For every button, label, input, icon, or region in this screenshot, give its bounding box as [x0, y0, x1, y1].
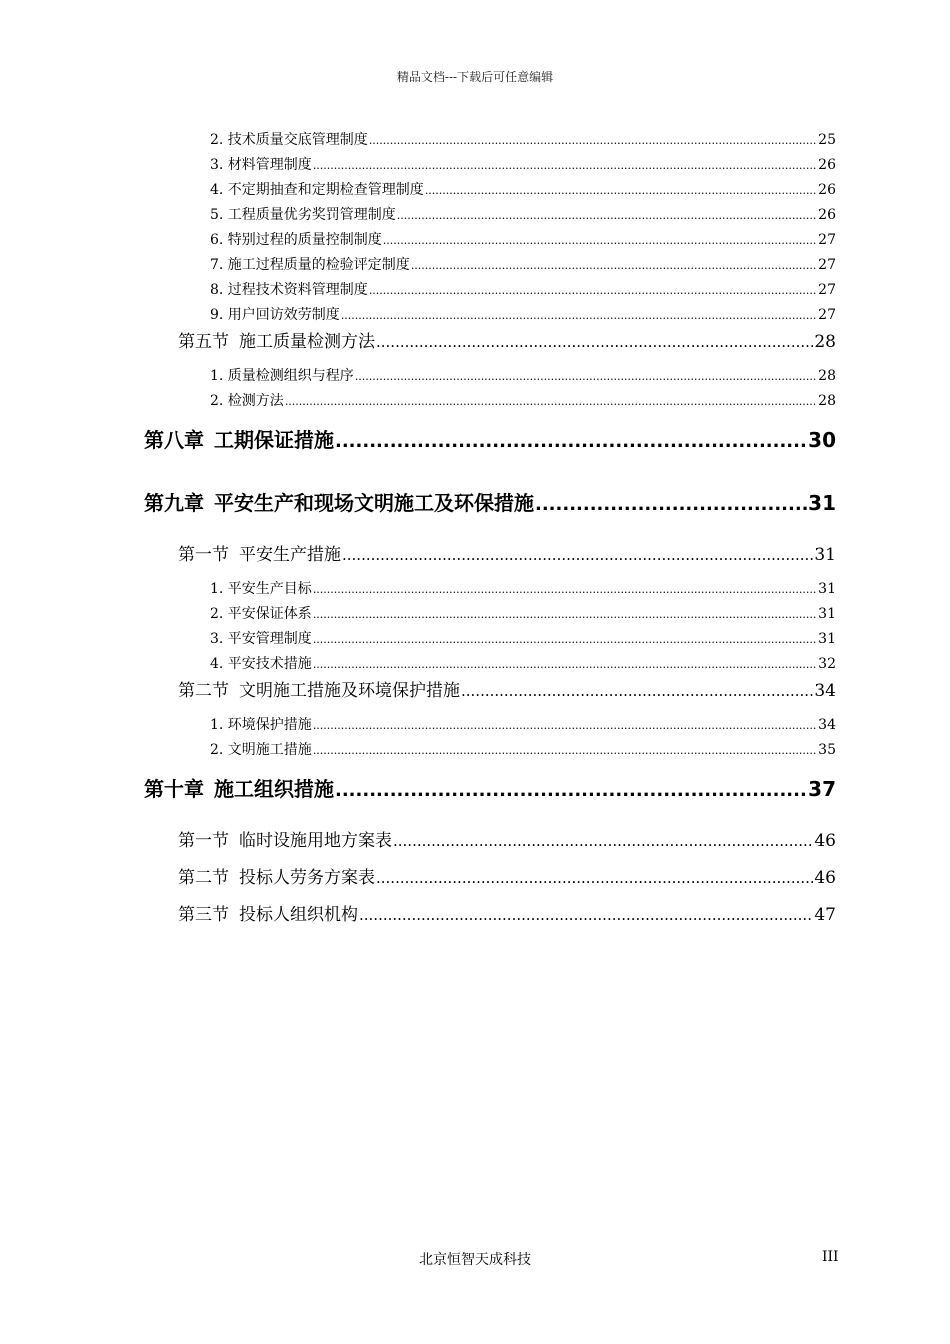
- toc-entry[interactable]: [178, 327, 836, 352]
- toc-entry-page: 31: [818, 581, 836, 597]
- toc-entry[interactable]: [210, 229, 836, 249]
- toc-entry-page: 35: [818, 742, 836, 758]
- toc-entry[interactable]: [144, 487, 836, 516]
- toc-entry-heading: [178, 676, 460, 701]
- toc-entry[interactable]: [210, 628, 836, 648]
- toc-entry-page: 26: [818, 157, 836, 173]
- toc-entry-page: 25: [818, 132, 836, 148]
- toc-entry[interactable]: [210, 365, 836, 385]
- toc-entry[interactable]: [210, 254, 836, 274]
- footer-company: 北京恒智天成科技: [419, 1252, 531, 1268]
- toc-entry-number: 第三节: [178, 905, 229, 925]
- page-header: 精品文档---下载后可任意编辑: [396, 70, 554, 84]
- toc-entry-title: 2. 技术质量交底管理制度: [210, 132, 368, 148]
- toc-dot-leader: [313, 719, 817, 732]
- toc-entry-heading: [144, 424, 334, 453]
- toc-entry[interactable]: [178, 863, 836, 888]
- toc-entry[interactable]: [210, 603, 836, 623]
- toc-dot-leader: [393, 832, 813, 850]
- toc-entry-title: 2. 文明施工措施: [210, 742, 312, 758]
- toc-entry-page: 27: [818, 257, 836, 273]
- toc-entry-title: 投标人劳务方案表: [239, 868, 375, 888]
- toc-entry-title: 平安生产措施: [239, 545, 341, 565]
- toc-entry[interactable]: [178, 900, 836, 925]
- toc-dot-leader: [285, 395, 817, 408]
- toc-entry-page: 32: [818, 656, 836, 672]
- toc-entry[interactable]: [210, 154, 836, 174]
- toc-dot-leader: [411, 259, 817, 272]
- toc-entry-title: 3. 平安管理制度: [210, 631, 312, 647]
- toc-dot-leader: [535, 494, 807, 515]
- toc-entry-number: 第十章: [144, 777, 204, 801]
- toc-entry-title: 投标人组织机构: [239, 905, 358, 925]
- toc-dot-leader: [369, 134, 817, 147]
- toc-entry[interactable]: [210, 179, 836, 199]
- toc-dot-leader: [376, 869, 813, 887]
- toc-entry-number: 第五节: [178, 332, 229, 352]
- toc-entry-page: 27: [818, 307, 836, 323]
- toc-entry-heading: [144, 487, 534, 516]
- toc-entry-title: 8. 过程技术资料管理制度: [210, 282, 368, 298]
- toc-dot-leader: [369, 284, 817, 297]
- toc-entry-title: 平安生产和现场文明施工及环保措施: [214, 491, 534, 515]
- toc-entry-page: 31: [808, 491, 836, 515]
- toc-dot-leader: [313, 159, 817, 172]
- toc-entry-page: 28: [814, 332, 836, 352]
- toc-dot-leader: [359, 906, 813, 924]
- toc-dot-leader: [341, 309, 817, 322]
- toc-entry-page: 34: [818, 717, 836, 733]
- toc-dot-leader: [313, 633, 817, 646]
- toc-entry-heading: [178, 826, 392, 851]
- toc-dot-leader: [425, 184, 817, 197]
- toc-entry[interactable]: [210, 739, 836, 759]
- toc-entry[interactable]: [210, 204, 836, 224]
- toc-dot-leader: [342, 546, 813, 564]
- toc-entry-page: 27: [818, 232, 836, 248]
- toc-entry-number: 第一节: [178, 831, 229, 851]
- toc-entry-page: 31: [814, 545, 836, 565]
- toc-dot-leader: [461, 682, 813, 700]
- toc-dot-leader: [313, 608, 817, 621]
- toc-entry-number: 第一节: [178, 545, 229, 565]
- toc-entry-page: 28: [818, 368, 836, 384]
- toc-entry-title: 3. 材料管理制度: [210, 157, 312, 173]
- toc-entry-page: 30: [808, 428, 836, 452]
- toc-entry-title: 7. 施工过程质量的检验评定制度: [210, 257, 410, 273]
- toc-entry[interactable]: [210, 390, 836, 410]
- toc-entry-number: 第二节: [178, 868, 229, 888]
- footer-page-number: III: [822, 1249, 839, 1265]
- toc-entry-page: 46: [814, 868, 836, 888]
- toc-entry[interactable]: [210, 129, 836, 149]
- toc-entry-page: 31: [818, 631, 836, 647]
- toc-entry-number: 第九章: [144, 491, 204, 515]
- toc-entry-heading: [178, 540, 341, 565]
- toc-dot-leader: [313, 583, 817, 596]
- toc-dot-leader: [397, 209, 817, 222]
- toc-dot-leader: [313, 744, 817, 757]
- toc-entry-number: 第八章: [144, 428, 204, 452]
- toc-entry-page: 28: [818, 393, 836, 409]
- toc-entry[interactable]: [144, 773, 836, 802]
- toc-entry-page: 26: [818, 207, 836, 223]
- toc-entry[interactable]: [210, 279, 836, 299]
- toc-entry-heading: [178, 863, 375, 888]
- toc-entry-title: 工期保证措施: [214, 428, 334, 452]
- toc-entry-title: 施工质量检测方法: [239, 332, 375, 352]
- toc-entry-page: 46: [814, 831, 836, 851]
- toc-entry[interactable]: [210, 653, 836, 673]
- toc-entry-heading: [144, 773, 334, 802]
- toc-entry-page: 34: [814, 681, 836, 701]
- toc-entry[interactable]: [178, 826, 836, 851]
- toc-entry-title: 4. 平安技术措施: [210, 656, 312, 672]
- toc-entry-title: 9. 用户回访效劳制度: [210, 307, 340, 323]
- toc-entry-title: 1. 环境保护措施: [210, 717, 312, 733]
- toc-entry-title: 文明施工措施及环境保护措施: [239, 681, 460, 701]
- toc-entry-page: 31: [818, 606, 836, 622]
- toc-entry-title: 施工组织措施: [214, 777, 334, 801]
- toc-entry-heading: [178, 900, 358, 925]
- toc-entry-title: 6. 特别过程的质量控制制度: [210, 232, 382, 248]
- toc-entry-title: 1. 质量检测组织与程序: [210, 368, 354, 384]
- toc-dot-leader: [335, 780, 807, 801]
- toc-entry[interactable]: [210, 578, 836, 598]
- toc-entry-title: 5. 工程质量优劣奖罚管理制度: [210, 207, 396, 223]
- toc-entry-title: 临时设施用地方案表: [239, 831, 392, 851]
- toc-entry[interactable]: [144, 424, 836, 453]
- toc-entry-title: 2. 检测方法: [210, 393, 284, 409]
- toc-dot-leader: [313, 658, 817, 671]
- toc-entry-page: 47: [814, 905, 836, 925]
- toc-dot-leader: [335, 431, 807, 452]
- toc-entry-title: 1. 平安生产目标: [210, 581, 312, 597]
- toc-entry-heading: [178, 327, 375, 352]
- toc-entry-page: 27: [818, 282, 836, 298]
- toc-entry-number: 第二节: [178, 681, 229, 701]
- toc-entry-page: 26: [818, 182, 836, 198]
- toc-entry-title: 2. 平安保证体系: [210, 606, 312, 622]
- toc-dot-leader: [383, 234, 817, 247]
- toc-entry[interactable]: [178, 540, 836, 565]
- toc-entry[interactable]: [210, 304, 836, 324]
- toc-entry[interactable]: [178, 676, 836, 701]
- toc-entry[interactable]: [210, 714, 836, 734]
- toc-entry-page: 37: [808, 777, 836, 801]
- toc-dot-leader: [376, 333, 813, 351]
- toc-dot-leader: [355, 370, 817, 383]
- toc-entry-title: 4. 不定期抽查和定期检查管理制度: [210, 182, 424, 198]
